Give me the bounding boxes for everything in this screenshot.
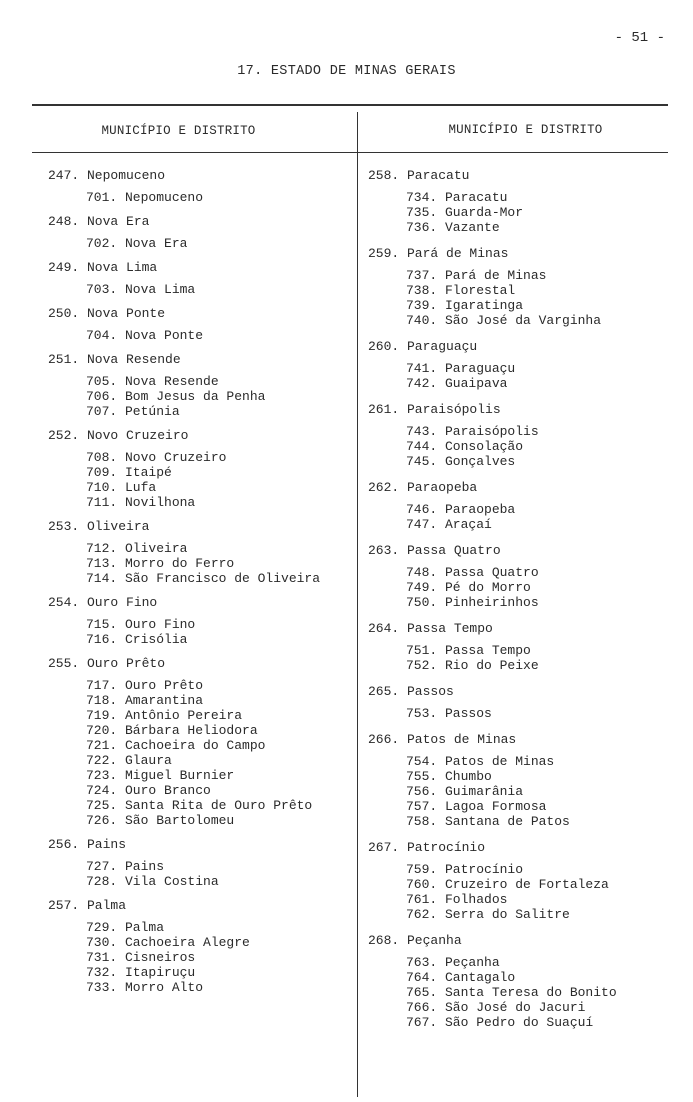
distrito-list bbox=[86, 678, 348, 828]
municipio-name: 249. Nova Lima bbox=[48, 260, 158, 275]
municipio-group bbox=[48, 168, 348, 205]
distrito-item: 723. Miguel Burnier bbox=[86, 768, 235, 783]
distrito-item: 755. Chumbo bbox=[406, 769, 492, 784]
municipio-name: 251. Nova Resende bbox=[48, 352, 181, 367]
distrito-item: 756. Guimarânia bbox=[406, 784, 524, 799]
distrito-item: 739. Igaratinga bbox=[406, 298, 524, 313]
municipio-name: 250. Nova Ponte bbox=[48, 306, 166, 321]
municipio-group bbox=[368, 933, 678, 1030]
municipio-name: 253. Oliveira bbox=[48, 519, 150, 534]
right-column bbox=[368, 168, 678, 1041]
municipio-name: 247. Nepomuceno bbox=[48, 168, 166, 183]
distrito-item: 712. Oliveira bbox=[86, 541, 188, 556]
distrito-list bbox=[86, 282, 348, 297]
distrito-list bbox=[406, 190, 678, 235]
municipio-group bbox=[368, 621, 678, 673]
page-title: 17. ESTADO DE MINAS GERAIS bbox=[237, 64, 456, 79]
distrito-item: 732. Itapiruçu bbox=[86, 965, 196, 980]
municipio-group bbox=[48, 519, 348, 586]
distrito-item: 713. Morro do Ferro bbox=[86, 556, 235, 571]
distrito-item: 762. Serra do Salitre bbox=[406, 907, 570, 922]
distrito-list bbox=[406, 754, 678, 829]
distrito-item: 702. Nova Era bbox=[86, 236, 188, 251]
distrito-item: 726. São Bartolomeu bbox=[86, 813, 235, 828]
distrito-item: 710. Lufa bbox=[86, 480, 157, 495]
distrito-list bbox=[86, 328, 348, 343]
municipio-group bbox=[48, 595, 348, 647]
distrito-item: 750. Pinheirinhos bbox=[406, 595, 539, 610]
municipio-name: 266. Patos de Minas bbox=[368, 732, 517, 747]
distrito-item: 742. Guaipava bbox=[406, 376, 508, 391]
municipio-name: 252. Novo Cruzeiro bbox=[48, 428, 189, 443]
distrito-list bbox=[86, 450, 348, 510]
municipio-group bbox=[368, 543, 678, 610]
municipio-group bbox=[48, 260, 348, 297]
distrito-item: 763. Peçanha bbox=[406, 955, 500, 970]
distrito-item: 735. Guarda-Mor bbox=[406, 205, 524, 220]
municipio-group bbox=[48, 837, 348, 889]
distrito-item: 740. São José da Varginha bbox=[406, 313, 602, 328]
municipio-name: 257. Palma bbox=[48, 898, 127, 913]
column-header-left: MUNICÍPIO E DISTRITO bbox=[101, 124, 256, 138]
municipio-group bbox=[368, 168, 678, 235]
municipio-name: 268. Peçanha bbox=[368, 933, 462, 948]
municipio-group bbox=[48, 656, 348, 828]
distrito-item: 758. Santana de Patos bbox=[406, 814, 570, 829]
municipio-name: 263. Passa Quatro bbox=[368, 543, 501, 558]
municipio-name: 260. Paraguaçu bbox=[368, 339, 478, 354]
municipio-name: 255. Ouro Prêto bbox=[48, 656, 166, 671]
distrito-item: 729. Palma bbox=[86, 920, 165, 935]
distrito-item: 719. Antônio Pereira bbox=[86, 708, 243, 723]
distrito-item: 753. Passos bbox=[406, 706, 492, 721]
distrito-list bbox=[406, 955, 678, 1030]
distrito-item: 747. Araçaí bbox=[406, 517, 492, 532]
distrito-item: 728. Vila Costina bbox=[86, 874, 219, 889]
municipio-name: 248. Nova Era bbox=[48, 214, 150, 229]
municipio-group bbox=[368, 480, 678, 532]
distrito-item: 766. São José do Jacuri bbox=[406, 1000, 586, 1015]
distrito-item: 746. Paraopeba bbox=[406, 502, 516, 517]
municipio-name: 261. Paraisópolis bbox=[368, 402, 501, 417]
municipio-group bbox=[368, 339, 678, 391]
distrito-list bbox=[86, 236, 348, 251]
municipio-group bbox=[368, 732, 678, 829]
distrito-list bbox=[406, 502, 678, 532]
table-top-rule bbox=[32, 104, 668, 106]
distrito-item: 705. Nova Resende bbox=[86, 374, 219, 389]
left-column bbox=[48, 168, 348, 1004]
municipio-name: 264. Passa Tempo bbox=[368, 621, 493, 636]
distrito-list bbox=[406, 643, 678, 673]
distrito-item: 715. Ouro Fino bbox=[86, 617, 196, 632]
distrito-item: 709. Itaipé bbox=[86, 465, 172, 480]
distrito-item: 754. Patos de Minas bbox=[406, 754, 555, 769]
distrito-list bbox=[86, 374, 348, 419]
distrito-item: 738. Florestal bbox=[406, 283, 516, 298]
municipio-name: 267. Patrocínio bbox=[368, 840, 486, 855]
table-header-rule bbox=[32, 152, 668, 153]
distrito-item: 757. Lagoa Formosa bbox=[406, 799, 547, 814]
municipio-group bbox=[48, 898, 348, 995]
distrito-item: 704. Nova Ponte bbox=[86, 328, 204, 343]
municipio-name: 259. Pará de Minas bbox=[368, 246, 509, 261]
distrito-item: 737. Pará de Minas bbox=[406, 268, 547, 283]
distrito-list bbox=[86, 190, 348, 205]
distrito-item: 708. Novo Cruzeiro bbox=[86, 450, 227, 465]
distrito-item: 706. Bom Jesus da Penha bbox=[86, 389, 266, 404]
distrito-item: 767. São Pedro do Suaçuí bbox=[406, 1015, 594, 1030]
municipio-name: 265. Passos bbox=[368, 684, 454, 699]
distrito-item: 743. Paraisópolis bbox=[406, 424, 539, 439]
municipio-group bbox=[368, 840, 678, 922]
page-number: - 51 - bbox=[614, 30, 665, 46]
distrito-item: 717. Ouro Prêto bbox=[86, 678, 204, 693]
distrito-item: 701. Nepomuceno bbox=[86, 190, 204, 205]
distrito-item: 749. Pé do Morro bbox=[406, 580, 531, 595]
distrito-item: 727. Pains bbox=[86, 859, 165, 874]
distrito-item: 716. Crisólia bbox=[86, 632, 188, 647]
distrito-item: 714. São Francisco de Oliveira bbox=[86, 571, 321, 586]
distrito-item: 736. Vazante bbox=[406, 220, 500, 235]
distrito-item: 761. Folhados bbox=[406, 892, 508, 907]
municipio-group bbox=[368, 246, 678, 328]
distrito-item: 752. Rio do Peixe bbox=[406, 658, 539, 673]
distrito-item: 765. Santa Teresa do Bonito bbox=[406, 985, 617, 1000]
distrito-item: 718. Amarantina bbox=[86, 693, 204, 708]
column-divider bbox=[357, 112, 358, 1097]
distrito-list bbox=[406, 361, 678, 391]
distrito-item: 707. Petúnia bbox=[86, 404, 180, 419]
distrito-list bbox=[86, 541, 348, 586]
distrito-item: 730. Cachoeira Alegre bbox=[86, 935, 250, 950]
municipio-name: 254. Ouro Fino bbox=[48, 595, 158, 610]
distrito-item: 741. Paraguaçu bbox=[406, 361, 516, 376]
distrito-list bbox=[406, 706, 678, 721]
municipio-name: 262. Paraopeba bbox=[368, 480, 478, 495]
distrito-item: 759. Patrocínio bbox=[406, 862, 524, 877]
distrito-list bbox=[406, 565, 678, 610]
distrito-list bbox=[86, 920, 348, 995]
municipio-name: 258. Paracatu bbox=[368, 168, 470, 183]
distrito-item: 724. Ouro Branco bbox=[86, 783, 211, 798]
distrito-item: 734. Paracatu bbox=[406, 190, 508, 205]
distrito-list bbox=[86, 859, 348, 889]
distrito-item: 721. Cachoeira do Campo bbox=[86, 738, 266, 753]
distrito-list bbox=[86, 617, 348, 647]
distrito-item: 744. Consolação bbox=[406, 439, 524, 454]
distrito-item: 764. Cantagalo bbox=[406, 970, 516, 985]
municipio-group bbox=[368, 402, 678, 469]
distrito-item: 751. Passa Tempo bbox=[406, 643, 531, 658]
municipio-group bbox=[48, 306, 348, 343]
distrito-item: 720. Bárbara Heliodora bbox=[86, 723, 258, 738]
distrito-item: 733. Morro Alto bbox=[86, 980, 204, 995]
distrito-item: 725. Santa Rita de Ouro Prêto bbox=[86, 798, 313, 813]
distrito-item: 731. Cisneiros bbox=[86, 950, 196, 965]
distrito-list bbox=[406, 268, 678, 328]
distrito-item: 745. Gonçalves bbox=[406, 454, 516, 469]
municipio-group bbox=[48, 214, 348, 251]
distrito-list bbox=[406, 424, 678, 469]
municipio-group bbox=[368, 684, 678, 721]
municipio-group bbox=[48, 428, 348, 510]
distrito-item: 748. Passa Quatro bbox=[406, 565, 539, 580]
distrito-item: 760. Cruzeiro de Fortaleza bbox=[406, 877, 609, 892]
distrito-item: 703. Nova Lima bbox=[86, 282, 196, 297]
distrito-list bbox=[406, 862, 678, 922]
municipio-group bbox=[48, 352, 348, 419]
distrito-item: 711. Novilhona bbox=[86, 495, 196, 510]
distrito-item: 722. Glaura bbox=[86, 753, 172, 768]
column-header-right: MUNICÍPIO E DISTRITO bbox=[448, 123, 603, 137]
municipio-name: 256. Pains bbox=[48, 837, 127, 852]
